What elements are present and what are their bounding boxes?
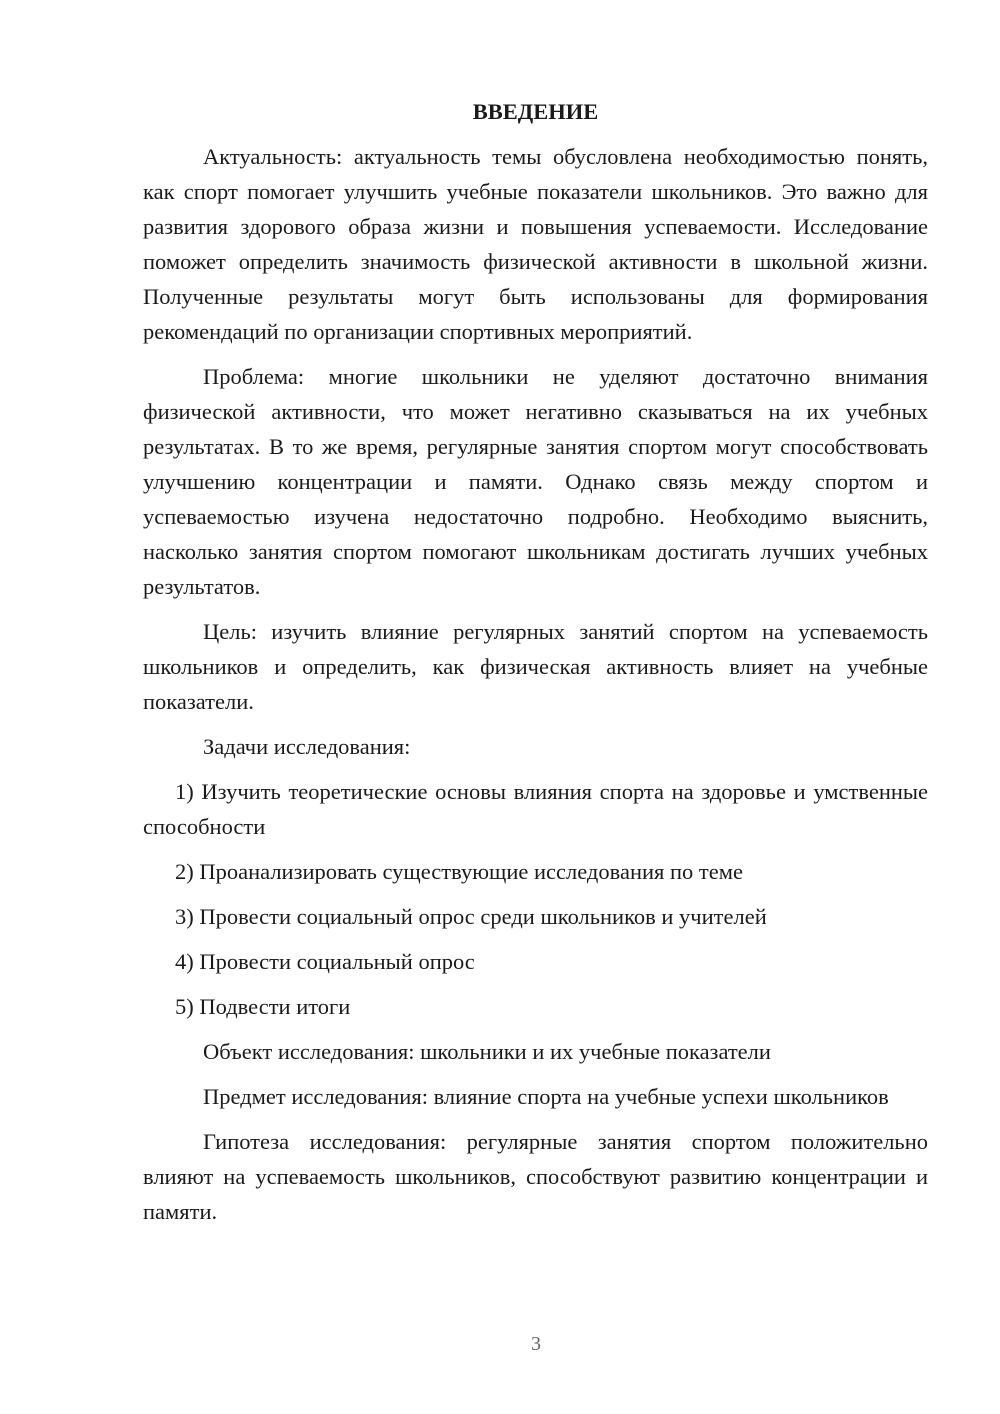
relevance-paragraph: Актуальность: актуальность темы обусловлена необходимостью понять, как спорт помогает улучшить учебные показатели школьников. Это важно для развития здорового образа жизни и повышения успеваемости. Исследование поможет определить значимость физической активности в школьной жизни. Полученные результаты могут быть использованы для формирования рекомендаций по организации спортивных мероприятий. (143, 144, 928, 344)
task-item-4: 4) Провести социальный опрос (175, 949, 475, 974)
task-item-1: 1) Изучить теоретические основы влияния спорта на здоровье и умственные способности (143, 779, 928, 839)
page-number: 3 (531, 1333, 541, 1355)
goal-paragraph: Цель: изучить влияние регулярных занятий спортом на успеваемость школьников и определить, как физическая активность влияет на учебные показатели. (143, 619, 928, 714)
tasks-list (143, 774, 928, 1024)
object-paragraph: Объект исследования: школьники и их учебные показатели (203, 1039, 771, 1064)
subject-paragraph: Предмет исследования: влияние спорта на учебные успехи школьников (203, 1084, 889, 1109)
document-body (143, 94, 928, 1239)
section-title: ВВЕДЕНИЕ (472, 99, 599, 124)
hypothesis-paragraph: Гипотеза исследования: регулярные занятия спортом положительно влияют на успеваемость школьников, способствуют развитию концентрации и памяти. (143, 1129, 928, 1224)
tasks-heading: Задачи исследования: (203, 734, 411, 759)
task-item-5: 5) Подвести итоги (175, 994, 351, 1019)
problem-paragraph: Проблема: многие школьники не уделяют достаточно внимания физической активности, что может негативно сказываться на их учебных результатах. В то же время, регулярные занятия спортом могут способствовать улучшению концентрации и памяти. Однако связь между спортом и успеваемостью изучена недостаточно подробно. Необходимо выяснить, насколько занятия спортом помогают школьникам достигать лучших учебных результатов. (143, 364, 928, 599)
task-item-3: 3) Провести социальный опрос среди школьников и учителей (175, 904, 767, 929)
task-item-2: 2) Проанализировать существующие исследования по теме (175, 859, 743, 884)
